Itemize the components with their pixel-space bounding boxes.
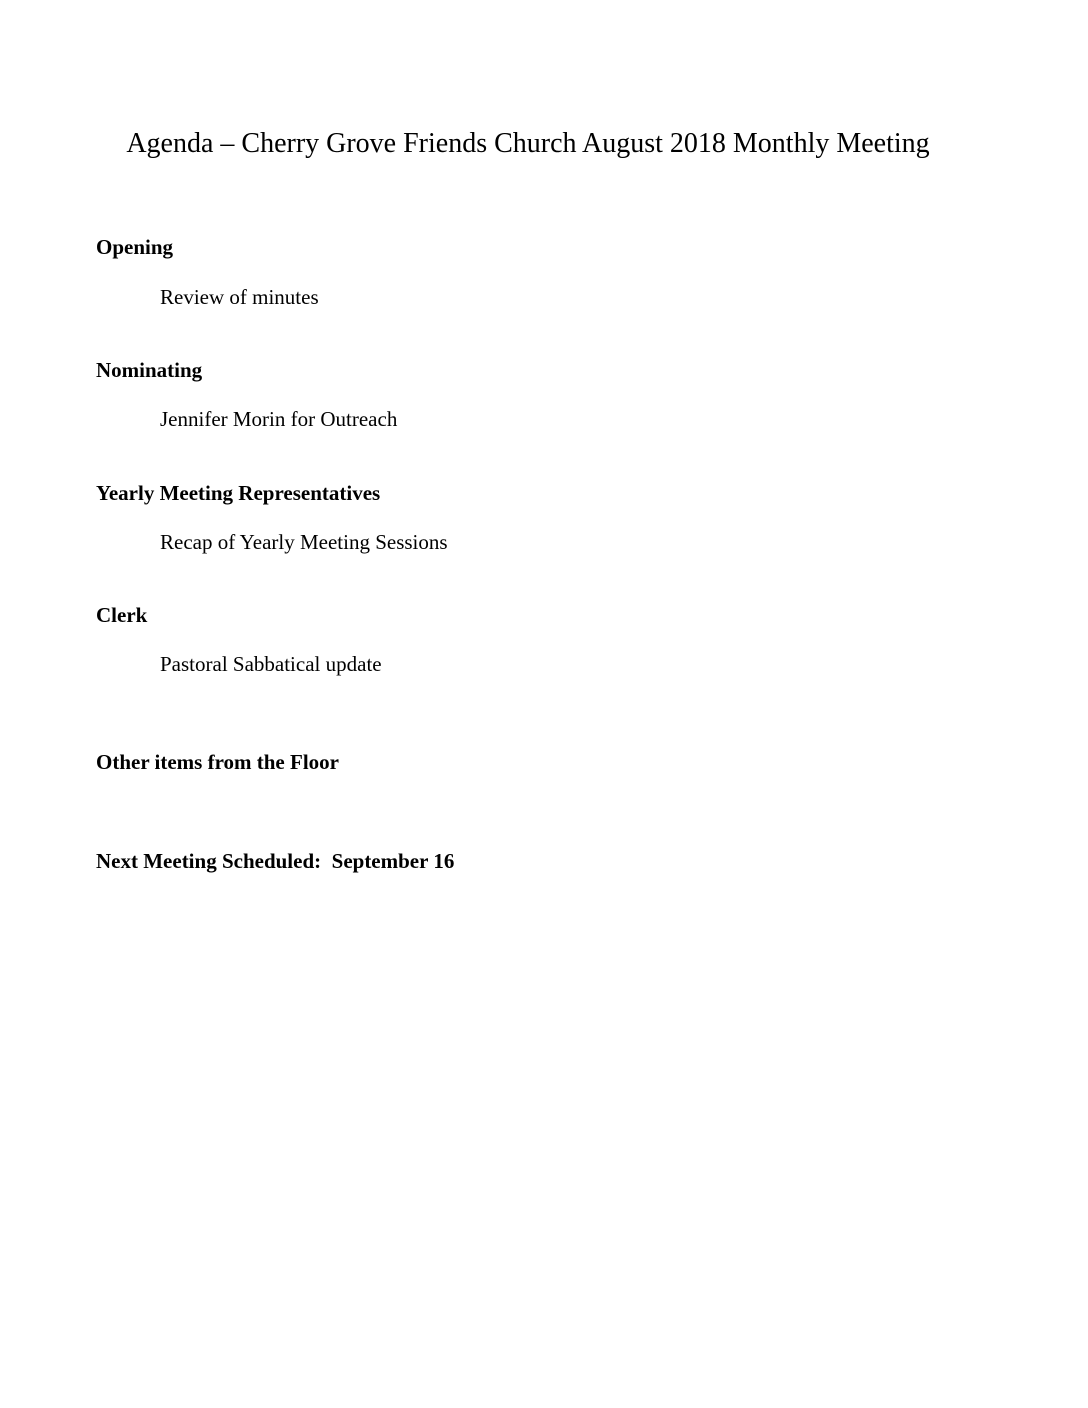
section-heading-nominating: Nominating — [96, 358, 203, 382]
agenda-item-nomination: Jennifer Morin for Outreach — [160, 407, 398, 431]
section-heading-clerk: Clerk — [96, 603, 148, 627]
section-heading-other-items: Other items from the Floor — [96, 750, 339, 774]
agenda-item-recap: Recap of Yearly Meeting Sessions — [160, 530, 448, 554]
agenda-item-sabbatical-update: Pastoral Sabbatical update — [160, 652, 382, 676]
section-heading-yearly-meeting: Yearly Meeting Representatives — [96, 481, 381, 505]
section-heading-opening: Opening — [96, 235, 174, 259]
agenda-item-review-of-minutes: Review of minutes — [160, 285, 319, 309]
next-meeting-line: Next Meeting Scheduled: September 16 — [96, 849, 455, 873]
document-title: Agenda – Cherry Grove Friends Church August 2018 Monthly Meeting — [126, 128, 930, 159]
